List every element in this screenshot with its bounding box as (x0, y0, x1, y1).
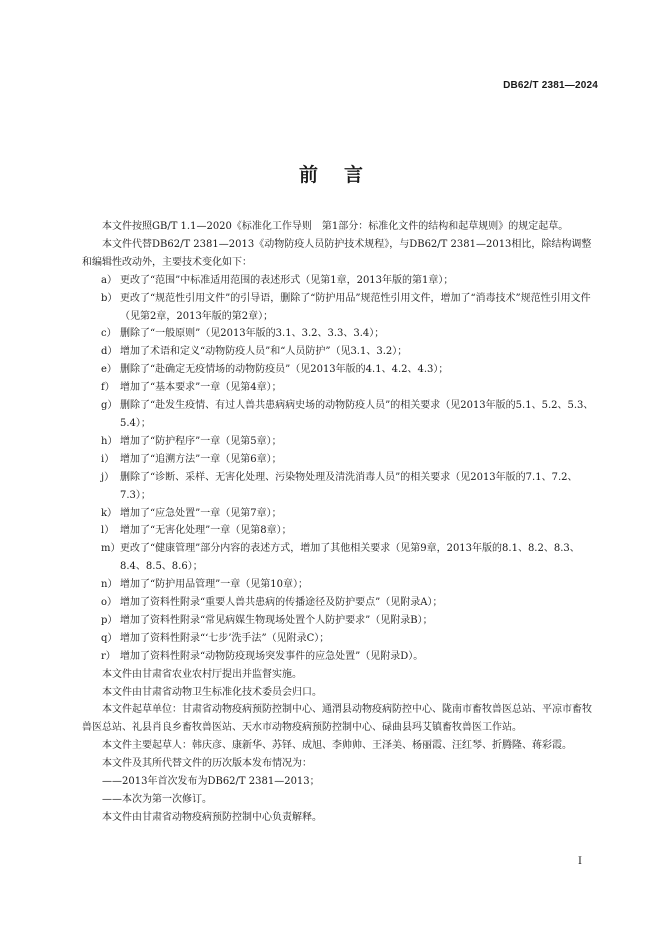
paragraph-drafters: 本文件主要起草人：韩庆彦、康新华、苏铎、成旭、李帅帅、王泽美、杨丽霞、汪红琴、折腾隆、蒋彩霞。 (102, 740, 572, 752)
list-item-label: e） (101, 364, 117, 376)
list-item-label: p） (101, 614, 118, 626)
list-item-label: h） (101, 435, 118, 447)
list-item-label: d） (101, 346, 118, 358)
changes-list (82, 272, 600, 666)
list-item (82, 576, 600, 594)
page-title: 前言 (298, 164, 389, 186)
paragraph-proposer: 本文件由甘肃省农业农村厅提出并监督实施。 (102, 668, 302, 680)
list-item-text: 更改了“健康管理”部分内容的表述方式，增加了其他相关要求（见第9章，2013年版的8.1、8.2、8.3、8.4、8.5、8.6）； (120, 543, 580, 573)
list-item (82, 505, 600, 523)
list-item-label: r） (101, 650, 116, 662)
paragraph-history-current: ——本次为第一次修订。 (102, 794, 212, 805)
paragraph-history-2013: ——2013年首次发布为DB62/T 2381—2013； (102, 776, 320, 788)
document-code: DB62/T 2381—2024 (503, 80, 598, 91)
list-item-label: g） (101, 400, 118, 412)
list-item-text: 增加了资料性附录“常见病媒生物现场处置个人防护要求”（见附录B）； (120, 614, 433, 626)
list-item-text: 删除了“诊断、采样、无害化处理、污染物处理及清洗消毒人员”的相关要求（见2013年版的7.1、7.2、7.3）； (120, 471, 578, 501)
list-item-label: o） (101, 597, 118, 609)
list-item (82, 433, 600, 451)
list-item-text: 增加了“防护程序”一章（见第5章）； (120, 435, 282, 447)
list-item (82, 397, 600, 433)
list-item-label: j） (101, 471, 115, 483)
list-item (82, 272, 600, 290)
list-item-text: 增加了术语和定义“动物防疫人员”和“人员防护”（见3.1、3.2）； (120, 346, 408, 358)
list-item (82, 522, 600, 540)
paragraph-replacement: 本文件代替DB62/T 2381—2013《动物防疫人员防护技术规程》，与DB62/T 2381—2013相比，除结构调整和编辑性改动外，主要技术变化如下： (82, 238, 592, 268)
list-item (82, 630, 600, 648)
list-item-text: 更改了“范围”中标准适用范围的表述形式（见第1章，2013年版的第1章）； (120, 274, 454, 286)
list-item-label: f） (101, 382, 115, 394)
list-item (82, 469, 600, 505)
list-item-text: 增加了资料性附录“‘七步’洗手法”（见附录C）； (120, 632, 330, 644)
list-item-label: l） (101, 525, 115, 537)
list-item-text: 增加了资料性附录“重要人兽共患病的传播途径及防护要点”（见附录A）； (120, 597, 443, 609)
list-item (82, 540, 600, 576)
list-item-label: m） (101, 543, 121, 555)
paragraph-interpretation: 本文件由甘肃省动物疫病预防控制中心负责解释。 (102, 811, 322, 823)
list-item (82, 379, 600, 397)
list-item-label: n） (101, 579, 118, 591)
list-item (82, 325, 600, 343)
list-item (82, 612, 600, 630)
list-item-text: 增加了“无害化处理”一章（见第8章）； (120, 525, 292, 537)
list-item-label: b） (101, 292, 118, 304)
paragraph-committee: 本文件由甘肃省动物卫生标准化技术委员会归口。 (102, 686, 322, 698)
list-item-label: c） (101, 328, 117, 340)
paragraph-drafting-units: 本文件起草单位：甘肃省动物疫病预防控制中心、通渭县动物疫病防控中心、陇南市畜牧兽医总站、平凉市畜牧兽医总站、礼县肖良乡畜牧兽医站、天水市动物疫病预防控制中心、碌曲县玛艾镇畜牧兽医工作站。 (82, 704, 592, 734)
list-item (82, 451, 600, 469)
list-item-text: 删除了“赴发生疫情、有过人兽共患病病史场的动物防疫人员”的相关要求（见2013年版的5.1、5.2、5.3、5.4）； (120, 400, 594, 429)
paragraph-drafting-rules: 本文件按照GB/T 1.1—2020《标准化工作导则 第1部分：标准化文件的结构和起草规则》的规定起草。 (102, 221, 569, 232)
paragraph-history-intro: 本文件及其所代替文件的历次版本发布情况为： (102, 758, 312, 770)
list-item-label: a） (101, 274, 117, 286)
list-item-text: 删除了“一般原则”（见2013年版的3.1、3.2、3.3、3.4）； (120, 328, 385, 340)
page-number: I (578, 856, 582, 867)
list-item-text: 删除了“赴确定无疫情场的动物防疫员”（见2013年版的4.1、4.2、4.3）； (120, 364, 449, 376)
list-item-text: 增加了“防护用品管理”一章（见第10章）； (120, 579, 308, 591)
list-item-text: 增加了资料性附录“动物防疫现场突发事件的应急处置”（见附录D）。 (120, 650, 424, 662)
list-item (82, 361, 600, 379)
list-item-label: i） (101, 453, 115, 465)
list-item-text: 增加了“追溯方法”一章（见第6章）； (120, 453, 282, 465)
list-item (82, 648, 600, 666)
list-item (82, 594, 600, 612)
list-item-label: q） (101, 632, 118, 644)
foreword-body (82, 218, 600, 827)
list-item-text: 增加了“基本要求”一章（见第4章）； (120, 382, 282, 394)
list-item (82, 343, 600, 361)
list-item (82, 290, 600, 326)
list-item-label: k） (101, 507, 118, 519)
list-item-text: 更改了“规范性引用文件”的引导语，删除了“防护用品”规范性引用文件，增加了“消毒技术”规范性引用文件（见第2章，2013年版的第2章）； (120, 292, 591, 322)
list-item-text: 增加了“应急处置”一章（见第7章）； (120, 507, 282, 519)
